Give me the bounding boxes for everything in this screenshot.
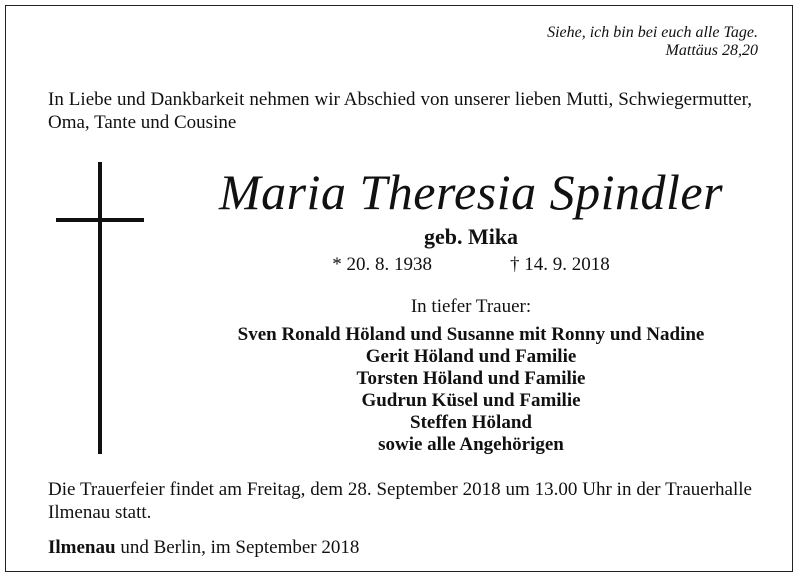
- birth-name: geb. Mika: [423, 224, 519, 249]
- funeral-info: Die Trauerfeier findet am Freitag, dem 28. September 2018 um 13.00 Uhr in der Trauerhalle Ilmenau statt.: [48, 479, 752, 523]
- life-dates: [166, 253, 776, 277]
- mourners-list: [166, 324, 776, 456]
- birth-date: * 20. 8. 1938: [332, 254, 432, 275]
- verse-text: Siehe, ich bin bei euch alle Tage.: [547, 24, 758, 41]
- death-date: † 14. 9. 2018: [510, 254, 610, 275]
- place-and-date: [48, 536, 359, 559]
- mourner-line: Gerit Höland und Familie: [365, 346, 577, 367]
- mourner-line: Gudrun Küsel und Familie: [361, 390, 581, 411]
- mourner-line: Steffen Höland: [410, 412, 532, 433]
- place-city: Ilmenau: [48, 537, 116, 558]
- verse-reference: Mattäus 28,20: [665, 42, 758, 59]
- mourner-line: Torsten Höland und Familie: [356, 368, 586, 389]
- mourner-line: Sven Ronald Höland und Susanne mit Ronny und Nadine: [237, 324, 705, 345]
- deceased-name: Maria Theresia Spindler: [218, 164, 724, 220]
- obituary-notice: [5, 5, 793, 572]
- bible-verse: [547, 24, 758, 60]
- mourner-line: sowie alle Angehörigen: [378, 434, 564, 455]
- cross-icon: [56, 162, 144, 454]
- mourning-heading: In tiefer Trauer:: [410, 296, 532, 317]
- intro-text: In Liebe und Dankbarkeit nehmen wir Abschied von unserer lieben Mutti, Schwiegermutter, Oma, Tante und Cousine: [48, 89, 752, 133]
- place-rest: und Berlin, im September 2018: [115, 537, 360, 558]
